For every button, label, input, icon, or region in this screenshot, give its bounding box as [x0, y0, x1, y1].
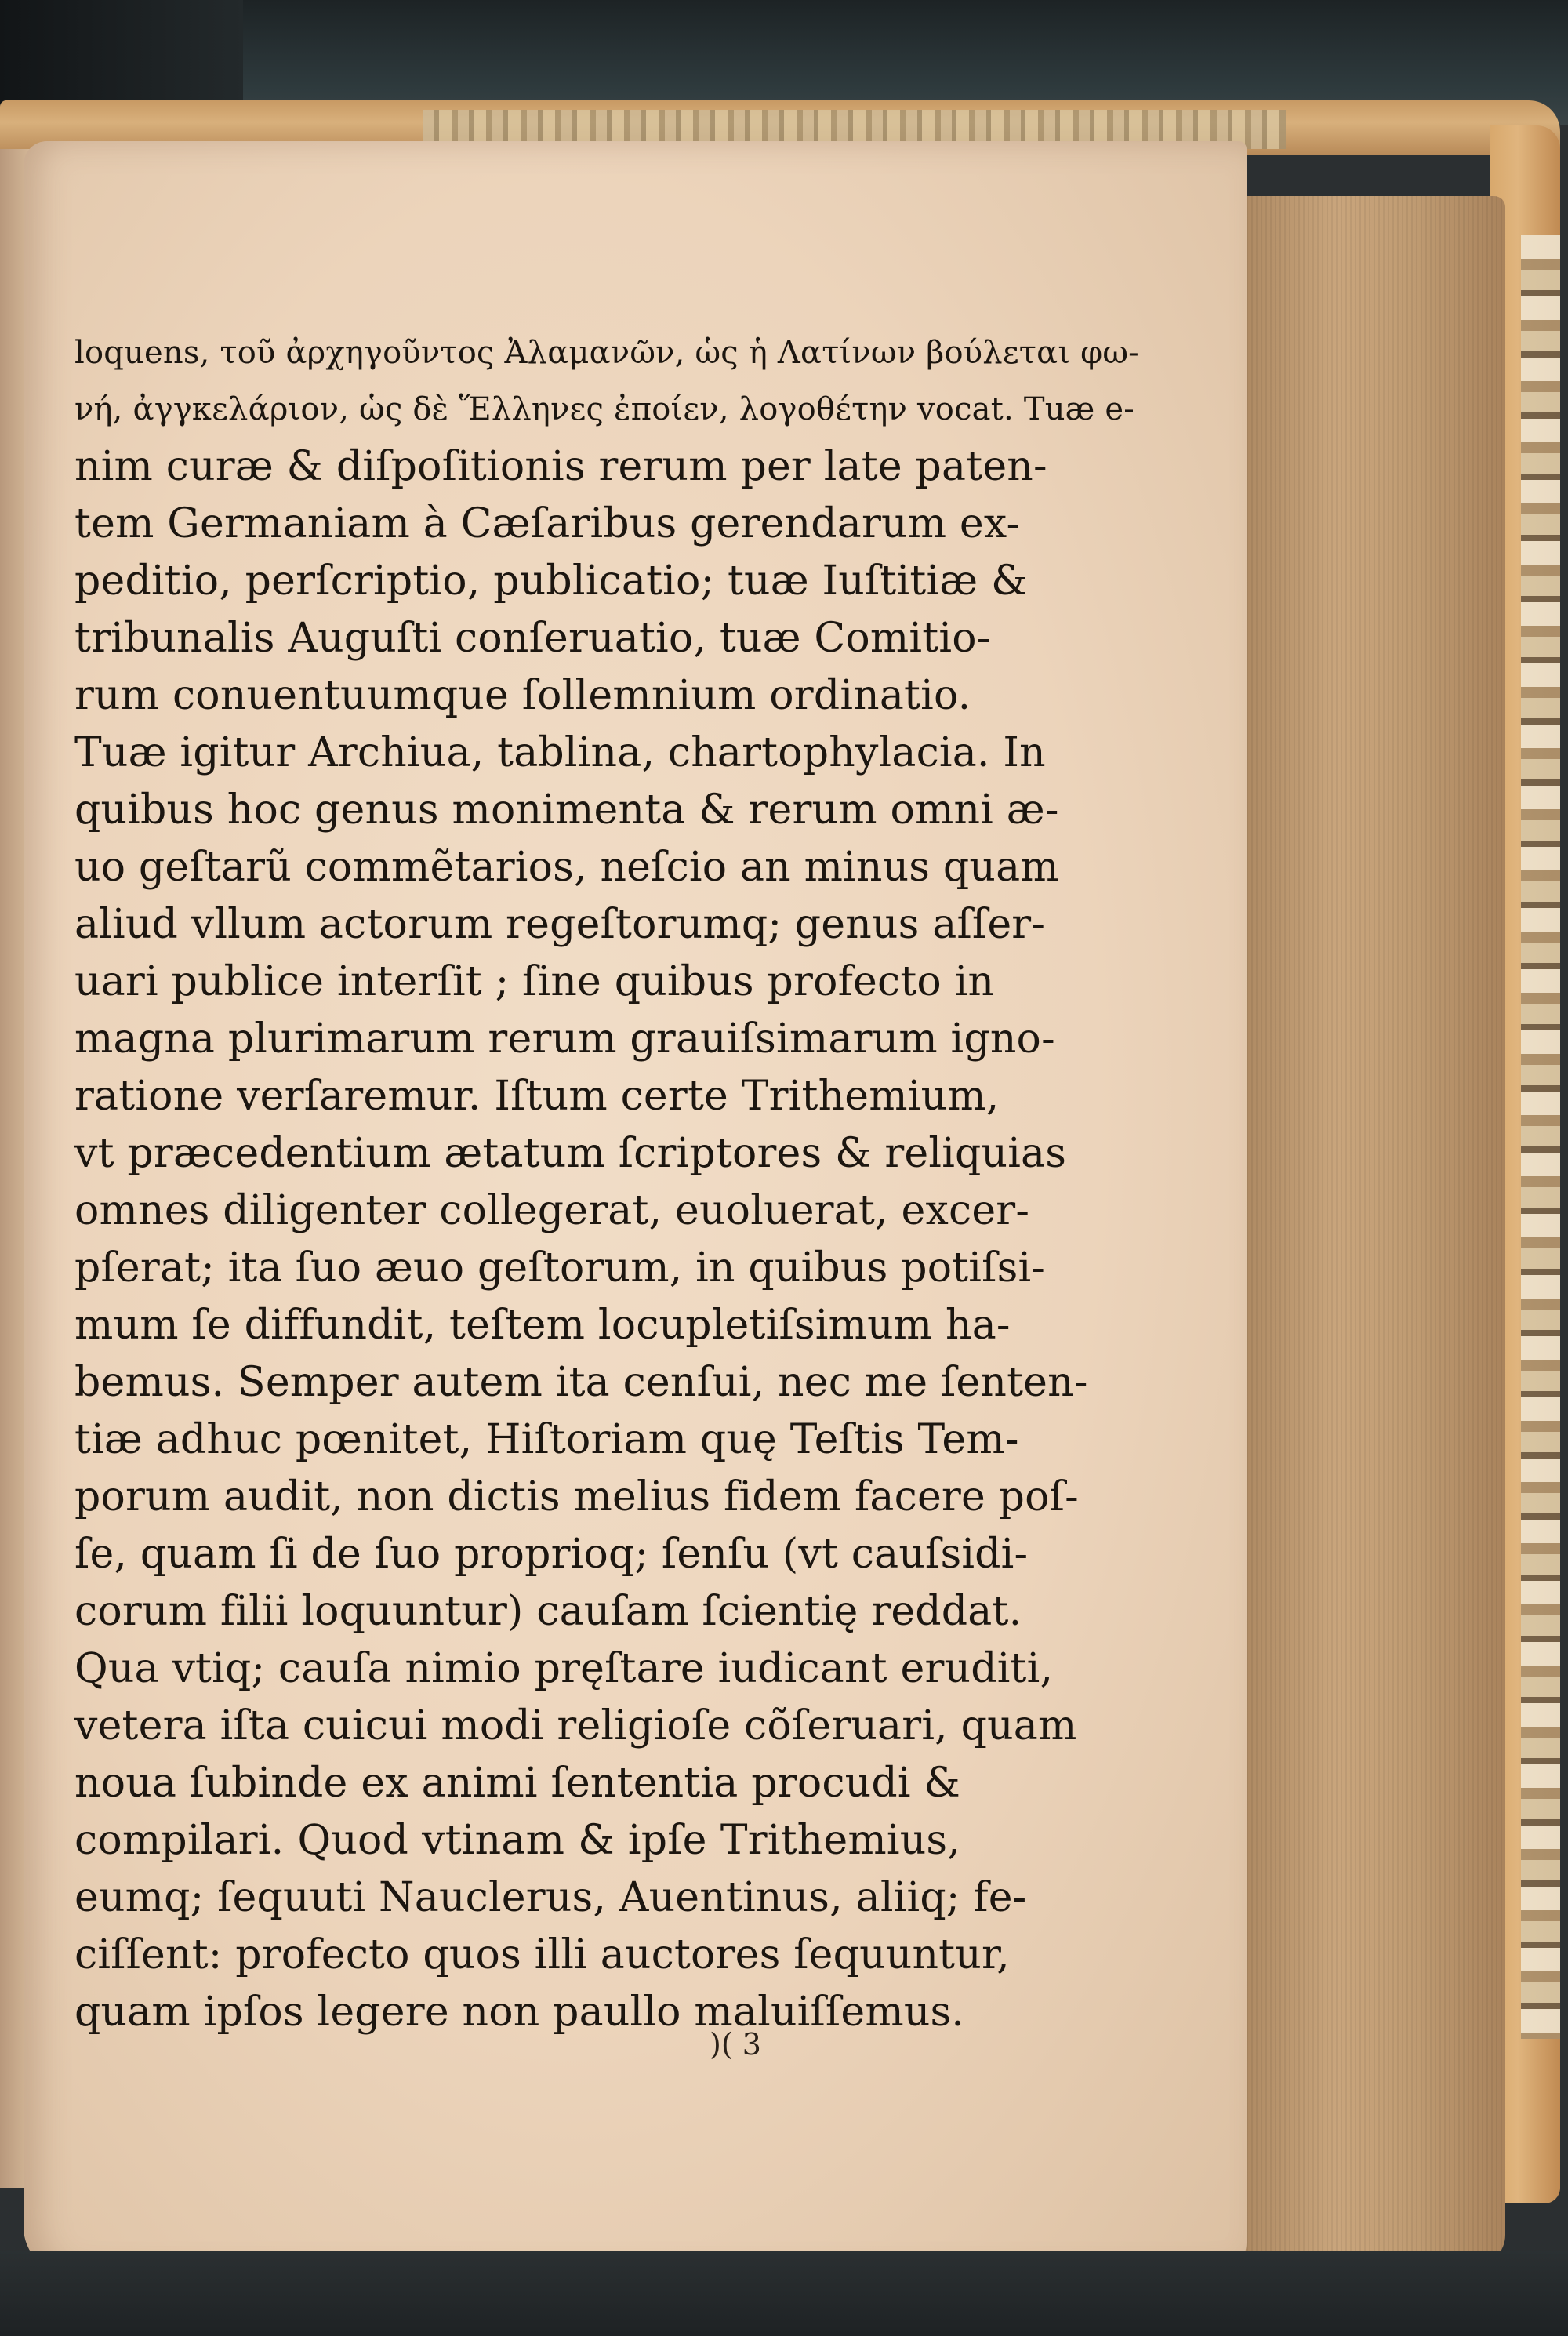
text-line: peditio, perſcriptio, publicatio; tuæ Iuſtitiæ & [74, 558, 1028, 605]
text-line: tribunalis Auguſti conſeruatio, tuæ Comitio- [74, 615, 991, 662]
signature-mark: )( 3 [710, 2027, 761, 2062]
text-line: Qua vtiq; cauſa nimio pręſtare iudicant eruditi, [74, 1645, 1054, 1692]
text-line: vt præcedentium ætatum ſcriptores & reliquias [74, 1130, 1067, 1177]
text-line: uari publice interſit ; ſine quibus profecto in [74, 958, 995, 1005]
text-line: uo geſtarũ commẽtarios, neſcio an minus quam [74, 844, 1059, 891]
text-line: eumq; ſequuti Nauclerus, Auentinus, aliiq; fe- [74, 1874, 1027, 1921]
text-line: aliud vllum actorum regeſtorumq; genus aſſer- [74, 901, 1046, 948]
marbled-endpaper-right [1521, 235, 1560, 2039]
text-line: vetera iſta cuicui modi religioſe cõſeruari, quam [74, 1702, 1077, 1749]
text-line: νή, ἀγγκελάριον, ὡς δὲ Ἕλληνες ἐποίεν, λογοθέτην vocat. Tuæ e- [74, 391, 1134, 427]
text-line: quam ipſos legere non paullo maluiſſemus. [74, 1989, 965, 2036]
text-line: ciſſent: profecto quos illi auctores ſequuntur, [74, 1931, 1011, 1978]
text-line: omnes diligenter collegerat, euoluerat, excer- [74, 1187, 1030, 1234]
text-line: noua ſubinde ex animi ſententia procudi & [74, 1760, 960, 1807]
background-bottom [0, 2251, 1568, 2336]
text-line: pſerat; ita ſuo æuo geſtorum, in quibus potiſsi- [74, 1244, 1046, 1292]
text-line: magna plurimarum rerum grauiſsimarum igno- [74, 1015, 1055, 1063]
text-line: mum ſe diffundit, teſtem locupletiſsimum ha- [74, 1302, 1011, 1349]
text-line: porum audit, non dictis melius fidem facere poſ- [74, 1473, 1079, 1520]
text-line: ratione verſaremur. Iſtum certe Trithemium, [74, 1073, 1000, 1120]
text-line: ſe, quam ſi de ſuo proprioq; ſenſu (vt cauſsidi- [74, 1531, 1029, 1578]
text-line: nim curæ & diſpoſitionis rerum per late paten- [74, 443, 1047, 490]
text-line: Tuæ igitur Archiua, tablina, chartophylacia. In [74, 729, 1046, 776]
text-line: compilari. Quod vtinam & ipſe Trithemius, [74, 1817, 960, 1864]
text-line: corum filii loquuntur) cauſam ſcientię reddat. [74, 1588, 1022, 1635]
text-line: quibus hoc genus monimenta & rerum omni æ- [74, 787, 1059, 834]
text-line: bemus. Semper autem ita cenſui, nec me ſenten- [74, 1359, 1088, 1406]
text-line: tem Germaniam à Cæſaribus gerendarum ex- [74, 500, 1021, 547]
text-line: rum conuentuumque ſollemnium ordinatio. [74, 672, 971, 719]
text-line: tiæ adhuc pœnitet, Hiſtoriam quę Teſtis Tem- [74, 1416, 1019, 1463]
text-line: loquens, τοῦ ἀρχηγοῦντος Ἀλαμανῶν, ὡς ἡ Λατίνων βούλεται φω- [74, 335, 1139, 371]
